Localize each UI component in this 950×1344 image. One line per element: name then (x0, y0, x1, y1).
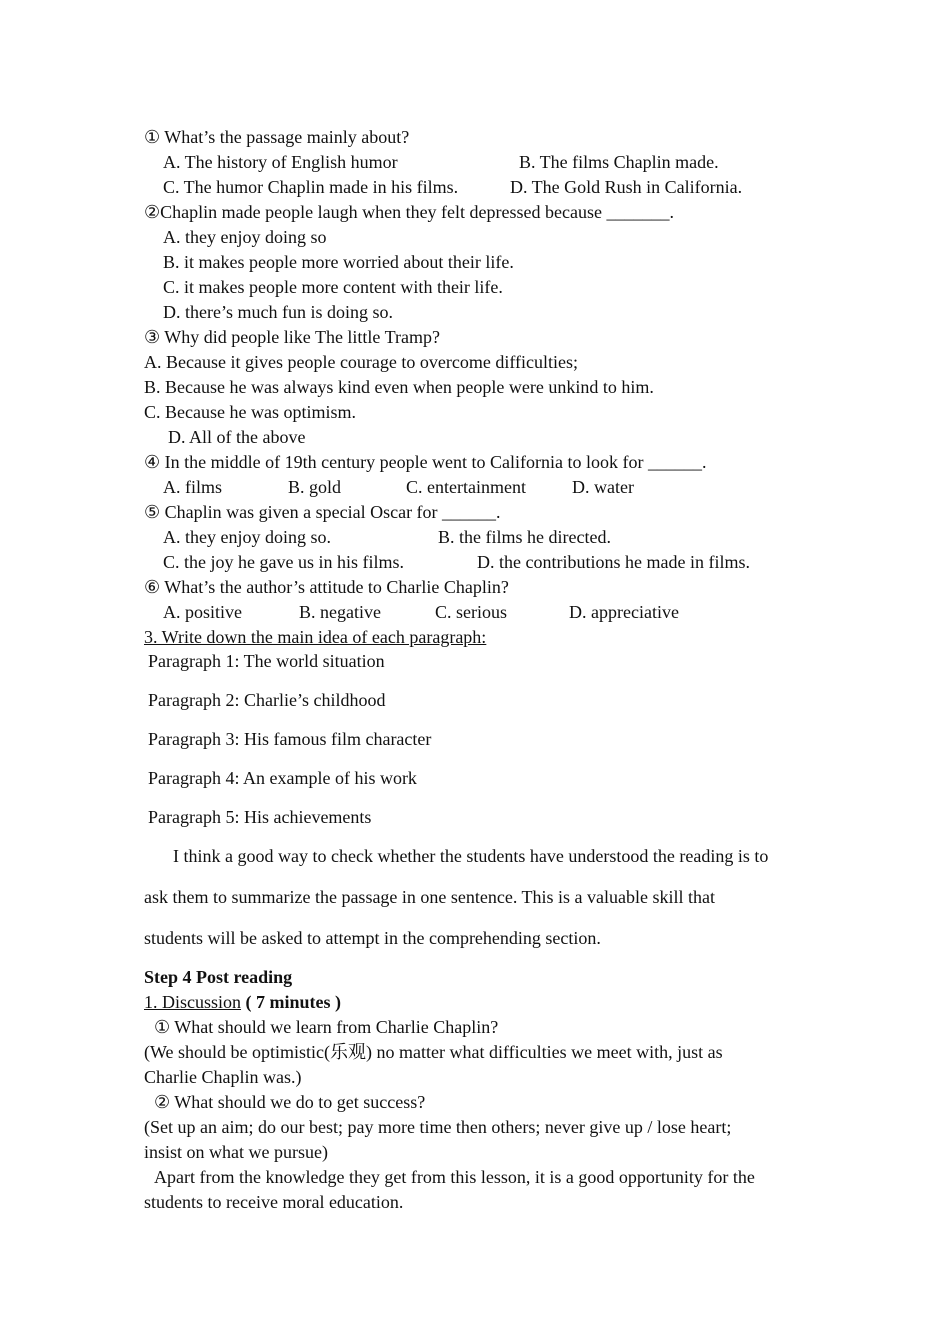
paragraph-5-idea: Paragraph 5: His achievements (148, 807, 372, 827)
paragraph-1-idea: Paragraph 1: The world situation (148, 651, 385, 671)
discussion-question-1: ① What should we learn from Charlie Chaplin? (154, 1017, 499, 1037)
q6-option-a: A. positive (163, 602, 242, 622)
paragraph-2-idea: Paragraph 2: Charlie’s childhood (148, 690, 386, 710)
closing-line-2: students to receive moral education. (144, 1192, 404, 1212)
q2-option-b: B. it makes people more worried about their life. (163, 252, 514, 272)
q4-option-c: C. entertainment (406, 477, 526, 497)
q6-option-b: B. negative (299, 602, 381, 622)
closing-line-1: Apart from the knowledge they get from this lesson, it is a good opportunity for the (154, 1167, 755, 1187)
q6-stem: ⑥ What’s the author’s attitude to Charlie Chaplin? (144, 577, 509, 597)
step4-heading: Step 4 Post reading (144, 967, 293, 987)
comment-line-2: ask them to summarize the passage in one sentence. This is a valuable skill that (144, 887, 716, 907)
discussion-answer-1-line-1: (We should be optimistic(乐观) no matter what difficulties we meet with, just as (144, 1042, 723, 1062)
discussion-question-2: ② What should we do to get success? (154, 1092, 426, 1112)
comment-line-1: I think a good way to check whether the students have understood the reading is to (173, 846, 769, 866)
q4-stem: ④ In the middle of 19th century people went to California to look for ______. (144, 452, 707, 472)
q1-stem: ① What’s the passage mainly about? (144, 127, 410, 147)
q5-option-d: D. the contributions he made in films. (477, 552, 750, 572)
q4-option-a: A. films (163, 477, 223, 497)
q3-option-c: C. Because he was optimism. (144, 402, 356, 422)
q2-option-d: D. there’s much fun is doing so. (163, 302, 393, 322)
q1-option-a: A. The history of English humor (163, 152, 398, 172)
q1-option-d: D. The Gold Rush in California. (510, 177, 743, 197)
q3-stem: ③ Why did people like The little Tramp? (144, 327, 440, 347)
q4-option-d: D. water (572, 477, 634, 497)
q5-stem: ⑤ Chaplin was given a special Oscar for ______. (144, 502, 501, 522)
discussion-time: ( 7 minutes ) (241, 992, 342, 1012)
q6-option-d: D. appreciative (569, 602, 679, 622)
discussion-answer-2-line-1: (Set up an aim; do our best; pay more time then others; never give up / lose heart; (144, 1117, 732, 1137)
q2-option-c: C. it makes people more content with their life. (163, 277, 503, 297)
paragraph-4-idea: Paragraph 4: An example of his work (148, 768, 417, 788)
discussion-line (144, 991, 341, 1013)
q1-option-b: B. The films Chaplin made. (519, 152, 719, 172)
q5-option-c: C. the joy he gave us in his films. (163, 552, 404, 572)
q3-option-b: B. Because he was always kind even when people were unkind to him. (144, 377, 654, 397)
q1-option-c: C. The humor Chaplin made in his films. (163, 177, 459, 197)
q4-option-b: B. gold (288, 477, 342, 497)
q5-option-a: A. they enjoy doing so. (163, 527, 331, 547)
q2-stem: ②Chaplin made people laugh when they felt depressed because _______. (144, 202, 674, 222)
discussion-answer-1-line-2: Charlie Chaplin was.) (144, 1067, 302, 1087)
q5-option-b: B. the films he directed. (438, 527, 611, 547)
discussion-answer-2-line-2: insist on what we pursue) (144, 1142, 328, 1162)
q3-option-a: A. Because it gives people courage to overcome difficulties; (144, 352, 579, 372)
q2-option-a: A. they enjoy doing so (163, 227, 327, 247)
paragraph-3-idea: Paragraph 3: His famous film character (148, 729, 432, 749)
q3-option-d: D. All of the above (168, 427, 306, 447)
comment-line-3: students will be asked to attempt in the comprehending section. (144, 928, 601, 948)
section3-heading: 3. Write down the main idea of each paragraph: (144, 627, 487, 647)
discussion-label: 1. Discussion (144, 992, 242, 1012)
q6-option-c: C. serious (435, 602, 507, 622)
